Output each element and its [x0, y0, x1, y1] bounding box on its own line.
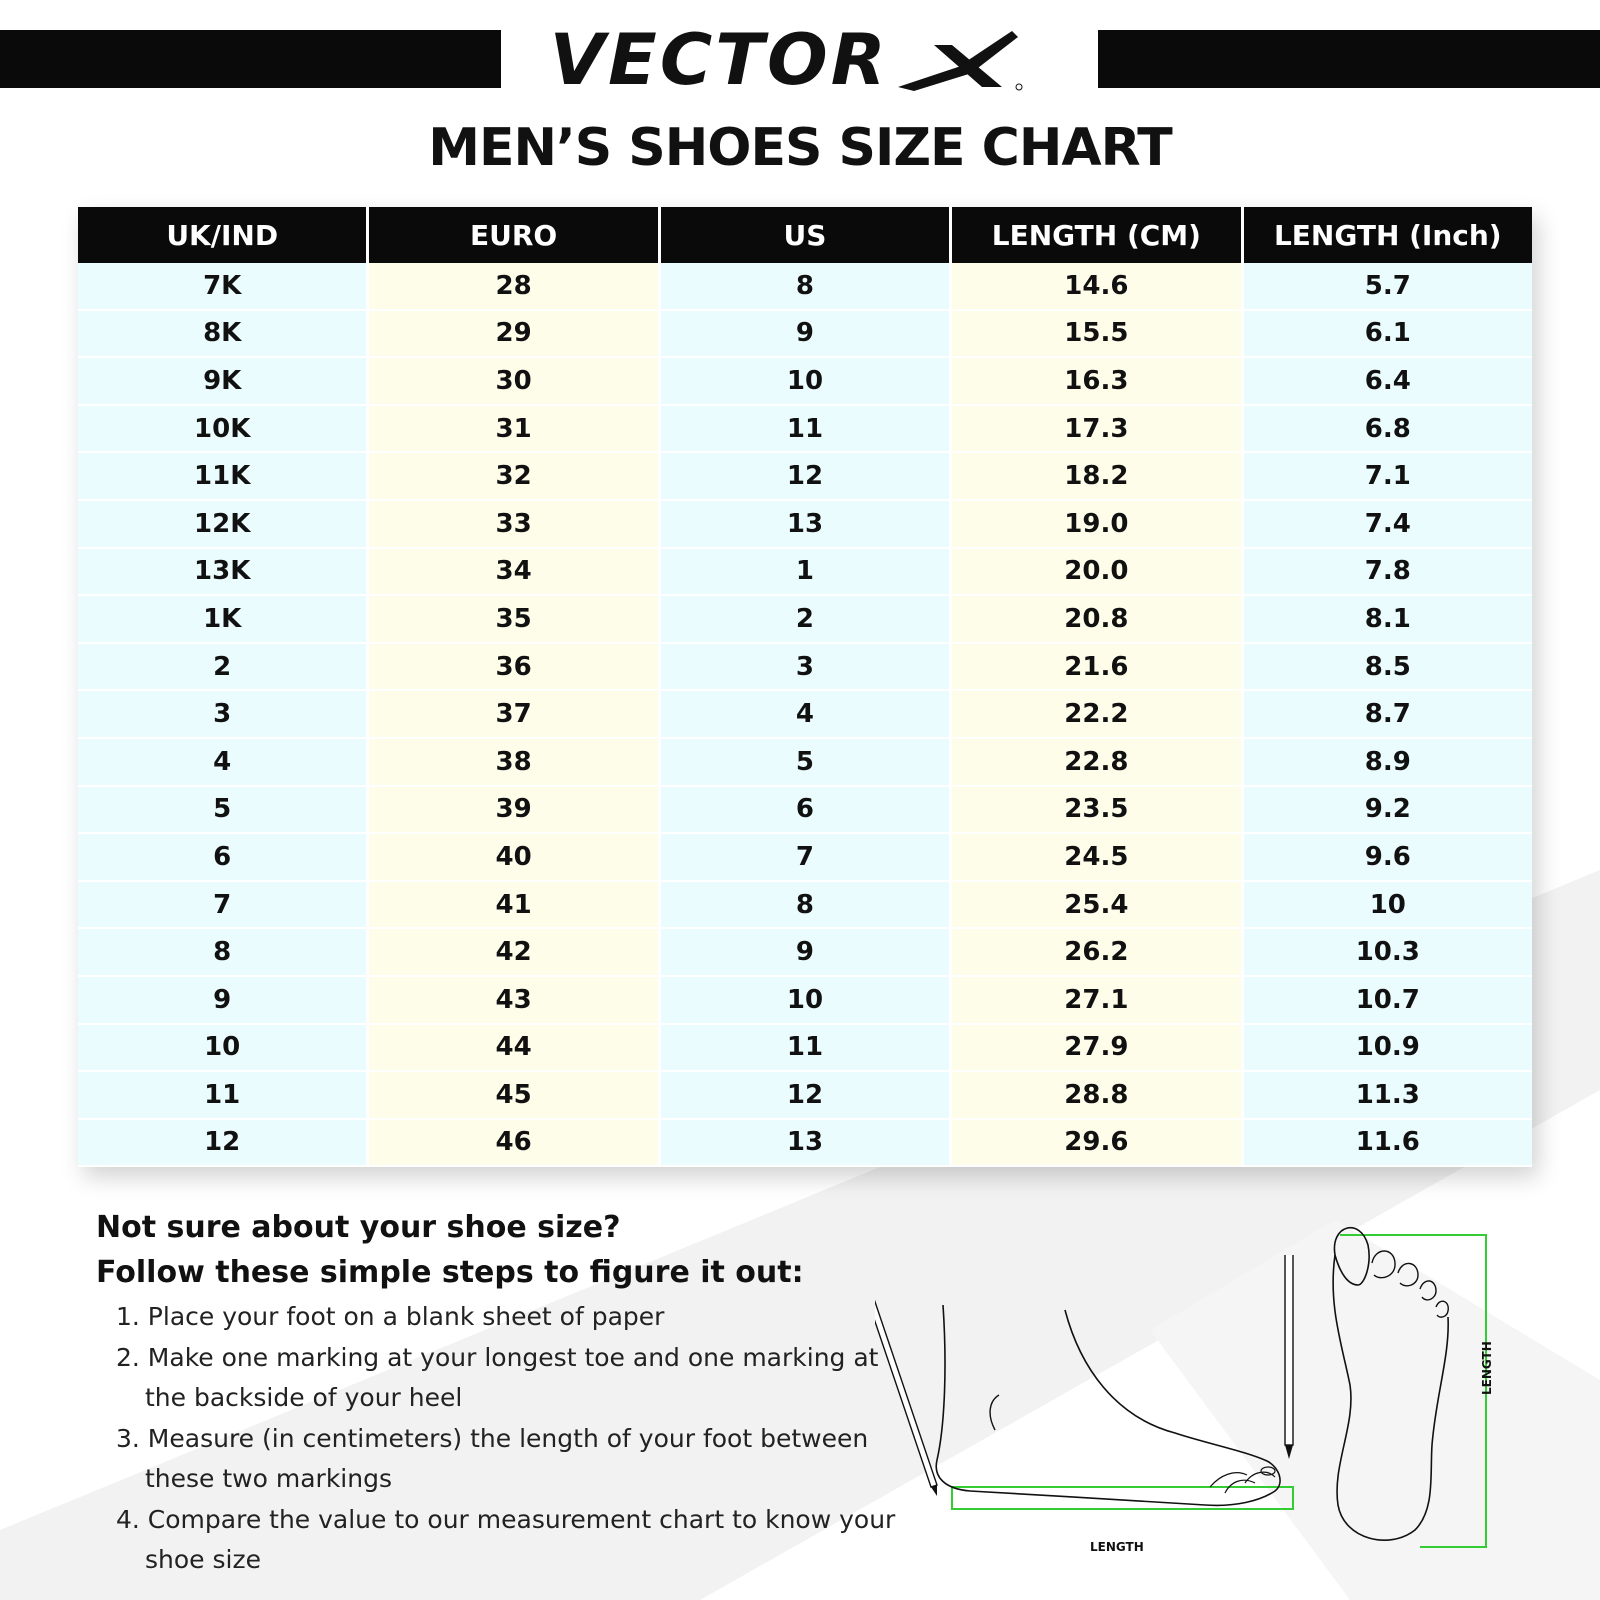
- cell-length-cm: 28.8: [952, 1072, 1240, 1120]
- cell-euro: 39: [369, 787, 657, 835]
- table-row: [78, 1025, 1532, 1073]
- table-row: [78, 311, 1532, 359]
- cell-us: 9: [661, 311, 949, 359]
- cell-euro: 34: [369, 549, 657, 597]
- cell-length-inch: 7.4: [1244, 501, 1532, 549]
- cell-length-inch: 10.7: [1244, 977, 1532, 1025]
- cell-us: 8: [661, 882, 949, 930]
- table-row: [78, 882, 1532, 930]
- cell-length-inch: 9.6: [1244, 834, 1532, 882]
- table-row: [78, 501, 1532, 549]
- header-bar-left: [0, 30, 501, 88]
- cell-euro: 44: [369, 1025, 657, 1073]
- cell-us: 13: [661, 1120, 949, 1168]
- cell-length-cm: 23.5: [952, 787, 1240, 835]
- header-euro: EURO: [369, 207, 657, 263]
- table-row: [78, 453, 1532, 501]
- cell-euro: 33: [369, 501, 657, 549]
- cell-euro: 32: [369, 453, 657, 501]
- cell-length-inch: 8.1: [1244, 596, 1532, 644]
- cell-euro: 38: [369, 739, 657, 787]
- table-row: [78, 596, 1532, 644]
- cell-us: 5: [661, 739, 949, 787]
- cell-uk-ind: 11: [78, 1072, 366, 1120]
- cell-length-inch: 10.9: [1244, 1025, 1532, 1073]
- cell-length-inch: 7.1: [1244, 453, 1532, 501]
- table-row: [78, 406, 1532, 454]
- header-length-inch: LENGTH (Inch): [1244, 207, 1532, 263]
- header-uk-ind: UK/IND: [78, 207, 366, 263]
- cell-length-cm: 27.1: [952, 977, 1240, 1025]
- cell-euro: 41: [369, 882, 657, 930]
- cell-us: 3: [661, 644, 949, 692]
- table-row: [78, 834, 1532, 882]
- cell-length-cm: 20.0: [952, 549, 1240, 597]
- table-header-row: [78, 207, 1532, 263]
- cell-uk-ind: 6: [78, 834, 366, 882]
- cell-us: 7: [661, 834, 949, 882]
- cell-uk-ind: 10K: [78, 406, 366, 454]
- help-heading-line-2: Follow these simple steps to figure it out:: [96, 1255, 804, 1290]
- side-length-label: LENGTH: [1090, 1540, 1144, 1554]
- header-us: US: [661, 207, 949, 263]
- cell-uk-ind: 10: [78, 1025, 366, 1073]
- header-bar-right: [1098, 30, 1600, 88]
- cell-length-inch: 10: [1244, 882, 1532, 930]
- cell-uk-ind: 7K: [78, 263, 366, 311]
- cell-us: 1: [661, 549, 949, 597]
- cell-length-inch: 6.4: [1244, 358, 1532, 406]
- table-row: [78, 1072, 1532, 1120]
- table-body: [78, 263, 1532, 1167]
- foot-side-measure-icon: [875, 1255, 1305, 1555]
- cell-us: 12: [661, 1072, 949, 1120]
- table-row: [78, 263, 1532, 311]
- cell-euro: 29: [369, 311, 657, 359]
- cell-us: 9: [661, 929, 949, 977]
- cell-length-cm: 22.2: [952, 691, 1240, 739]
- cell-us: 2: [661, 596, 949, 644]
- measurement-steps: [116, 1297, 896, 1581]
- table-row: [78, 929, 1532, 977]
- cell-length-cm: 26.2: [952, 929, 1240, 977]
- cell-length-cm: 19.0: [952, 501, 1240, 549]
- cell-uk-ind: 12: [78, 1120, 366, 1168]
- cell-length-inch: 8.7: [1244, 691, 1532, 739]
- cell-uk-ind: 2: [78, 644, 366, 692]
- cell-euro: 31: [369, 406, 657, 454]
- table-row: [78, 739, 1532, 787]
- cell-length-inch: 11.3: [1244, 1072, 1532, 1120]
- pencil-icon: [875, 1290, 937, 1496]
- cell-us: 10: [661, 358, 949, 406]
- cell-length-inch: 11.6: [1244, 1120, 1532, 1168]
- size-chart-table-container: [78, 207, 1532, 1167]
- cell-uk-ind: 7: [78, 882, 366, 930]
- cell-length-inch: 10.3: [1244, 929, 1532, 977]
- cell-length-cm: 27.9: [952, 1025, 1240, 1073]
- cell-uk-ind: 3: [78, 691, 366, 739]
- size-chart-table: [75, 207, 1535, 1167]
- cell-length-inch: 6.8: [1244, 406, 1532, 454]
- cell-length-cm: 20.8: [952, 596, 1240, 644]
- cell-euro: 40: [369, 834, 657, 882]
- step-item: 4. Compare the value to our measurement chart to know your shoe size: [116, 1504, 896, 1574]
- step-item: 3. Measure (in centimeters) the length of your foot between these two markings: [116, 1423, 869, 1493]
- help-heading: [96, 1205, 804, 1295]
- cell-us: 10: [661, 977, 949, 1025]
- top-length-label: LENGTH: [1480, 1341, 1494, 1395]
- cell-length-inch: 5.7: [1244, 263, 1532, 311]
- cell-us: 12: [661, 453, 949, 501]
- table-row: [78, 1120, 1532, 1168]
- cell-euro: 28: [369, 263, 657, 311]
- cell-uk-ind: 8K: [78, 311, 366, 359]
- cell-length-cm: 24.5: [952, 834, 1240, 882]
- step-item: 2. Make one marking at your longest toe and one marking at the backside of your heel: [116, 1342, 879, 1412]
- cell-length-cm: 18.2: [952, 453, 1240, 501]
- cell-us: 4: [661, 691, 949, 739]
- help-heading-line-1: Not sure about your shoe size?: [96, 1210, 621, 1245]
- cell-euro: 43: [369, 977, 657, 1025]
- cell-uk-ind: 9K: [78, 358, 366, 406]
- cell-euro: 46: [369, 1120, 657, 1168]
- cell-length-cm: 25.4: [952, 882, 1240, 930]
- cell-us: 11: [661, 406, 949, 454]
- cell-uk-ind: 4: [78, 739, 366, 787]
- cell-uk-ind: 13K: [78, 549, 366, 597]
- cell-us: 8: [661, 263, 949, 311]
- table-row: [78, 787, 1532, 835]
- header-length-cm: LENGTH (CM): [952, 207, 1240, 263]
- cell-length-cm: 29.6: [952, 1120, 1240, 1168]
- vector-x-logo-icon: [894, 25, 1024, 95]
- cell-euro: 45: [369, 1072, 657, 1120]
- cell-us: 11: [661, 1025, 949, 1073]
- cell-uk-ind: 12K: [78, 501, 366, 549]
- table-row: [78, 977, 1532, 1025]
- cell-uk-ind: 5: [78, 787, 366, 835]
- cell-length-cm: 21.6: [952, 644, 1240, 692]
- table-row: [78, 549, 1532, 597]
- page-title: MEN’S SHOES SIZE CHART: [428, 118, 1172, 178]
- cell-euro: 42: [369, 929, 657, 977]
- cell-length-inch: 9.2: [1244, 787, 1532, 835]
- cell-length-inch: 8.9: [1244, 739, 1532, 787]
- cell-us: 13: [661, 501, 949, 549]
- brand-logo: [549, 19, 1024, 101]
- table-row: [78, 358, 1532, 406]
- cell-length-cm: 15.5: [952, 311, 1240, 359]
- table-row: [78, 691, 1532, 739]
- cell-uk-ind: 9: [78, 977, 366, 1025]
- cell-euro: 37: [369, 691, 657, 739]
- cell-euro: 36: [369, 644, 657, 692]
- cell-length-cm: 14.6: [952, 263, 1240, 311]
- cell-length-inch: 8.5: [1244, 644, 1532, 692]
- table-row: [78, 644, 1532, 692]
- cell-length-inch: 7.8: [1244, 549, 1532, 597]
- brand-name: VECTOR: [549, 19, 889, 101]
- cell-length-cm: 17.3: [952, 406, 1240, 454]
- cell-length-inch: 6.1: [1244, 311, 1532, 359]
- cell-us: 6: [661, 787, 949, 835]
- cell-uk-ind: 8: [78, 929, 366, 977]
- cell-length-cm: 16.3: [952, 358, 1240, 406]
- cell-uk-ind: 1K: [78, 596, 366, 644]
- step-item: 1. Place your foot on a blank sheet of paper: [116, 1302, 665, 1331]
- cell-length-cm: 22.8: [952, 739, 1240, 787]
- cell-euro: 35: [369, 596, 657, 644]
- cell-uk-ind: 11K: [78, 453, 366, 501]
- cell-euro: 30: [369, 358, 657, 406]
